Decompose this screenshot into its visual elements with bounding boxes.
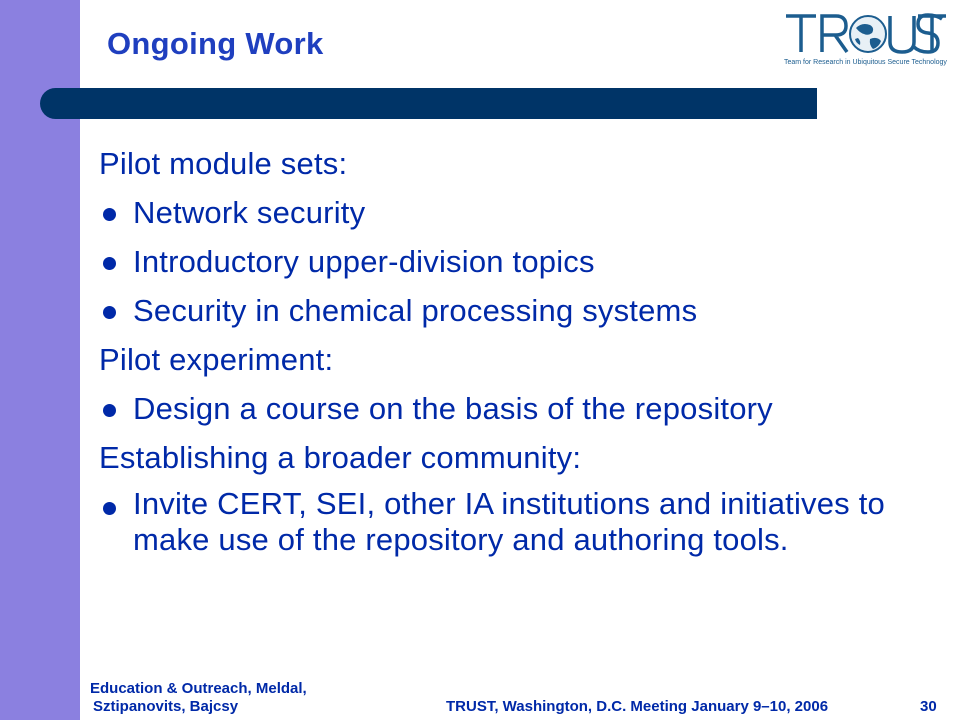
section-heading-community: Establishing a broader community: xyxy=(99,440,582,475)
bullet-dot-icon xyxy=(103,306,116,319)
bullet-item xyxy=(99,241,939,290)
svg-text:Team for Research in Ubiquitou: Team for Research in Ubiquitous Secure Technology xyxy=(784,59,947,66)
bullet-item xyxy=(99,388,939,437)
bullet-text: Invite CERT, SEI, other IA institutions and initiatives to make use of the repository and authoring tools. xyxy=(133,486,885,557)
bullet-dot-icon xyxy=(103,208,116,221)
bullet-dot-icon xyxy=(103,257,116,270)
slide-title: Ongoing Work xyxy=(107,26,324,61)
footer-authors-line2: Sztipanovits, Bajcsy xyxy=(93,698,239,715)
bullet-text: Design a course on the basis of the repository xyxy=(133,391,773,426)
bullet-dot-icon xyxy=(103,404,116,417)
section-heading-pilot-experiment: Pilot experiment: xyxy=(99,342,334,377)
bullet-text: Security in chemical processing systems xyxy=(133,293,698,328)
trust-logo xyxy=(780,6,950,68)
bullet-item xyxy=(99,290,939,339)
footer-authors-line1: Education & Outreach, Meldal, xyxy=(90,680,307,697)
footer-meeting: TRUST, Washington, D.C. Meeting January 9–10, 2006 xyxy=(446,698,829,715)
bullet-item xyxy=(99,486,903,558)
slide-body xyxy=(99,143,939,558)
page-number: 30 xyxy=(920,698,937,715)
title-underline-bar xyxy=(40,88,817,119)
bullet-text: Network security xyxy=(133,195,366,230)
section-heading-pilot-modules: Pilot module sets: xyxy=(99,146,348,181)
bullet-text: Introductory upper-division topics xyxy=(133,244,595,279)
bullet-item xyxy=(99,192,939,241)
footer-authors xyxy=(90,680,307,716)
bullet-dot-icon xyxy=(103,502,116,515)
